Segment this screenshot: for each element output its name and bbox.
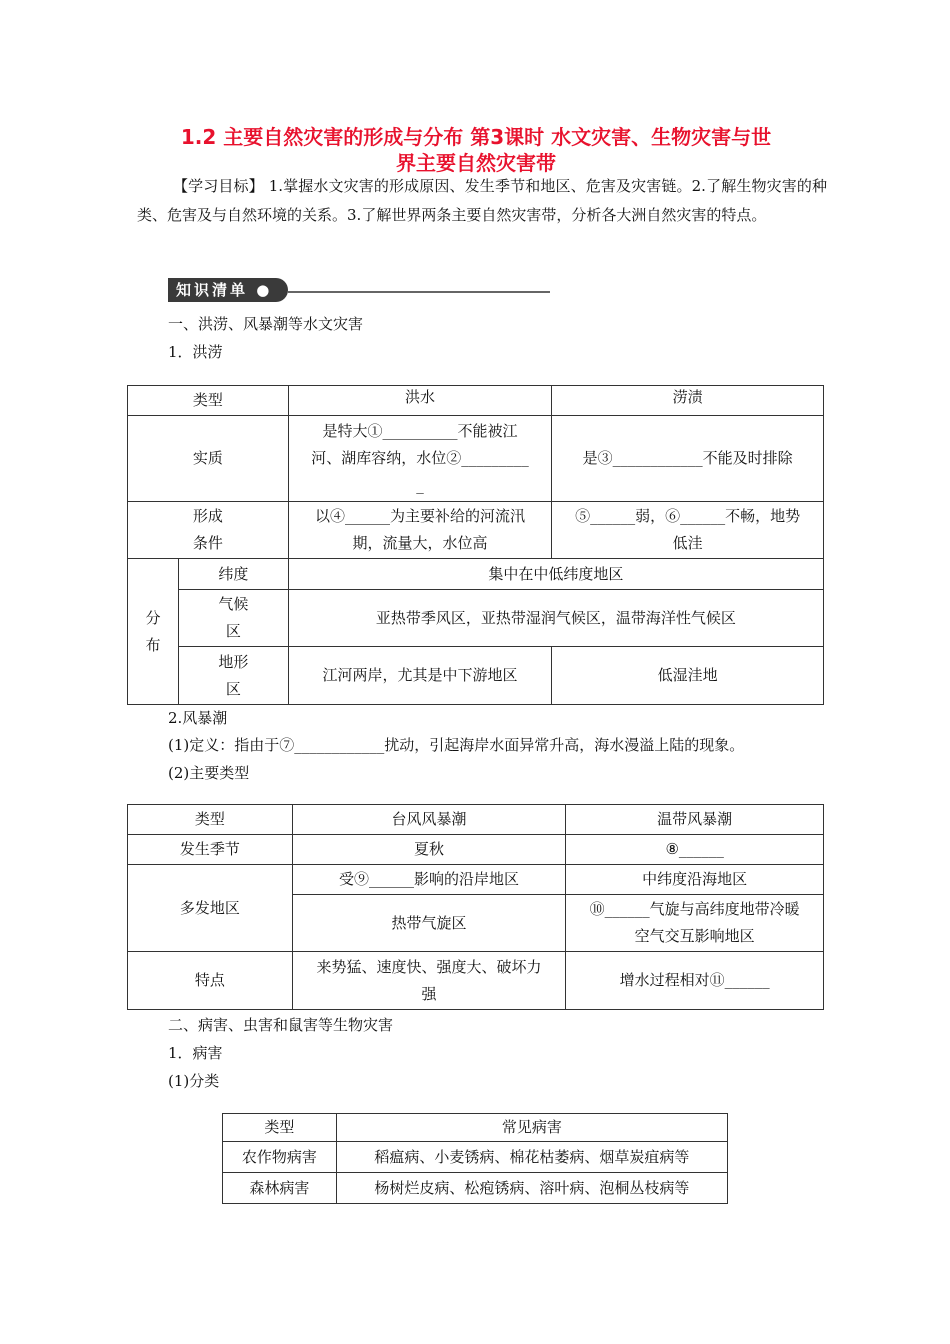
section-heading-biological: 二、病害、虫害和鼠害等生物灾害 bbox=[168, 1016, 394, 1034]
table-header-cell: 类型 bbox=[223, 1114, 337, 1142]
table-header-cell: 涝渍 bbox=[552, 386, 824, 416]
subsection-disease: 1．病害 bbox=[168, 1044, 223, 1062]
table-row bbox=[223, 1114, 728, 1142]
section-heading-hydrology: 一、洪涝、风暴潮等水文灾害 bbox=[168, 315, 364, 333]
cell-line: 空气交互影响地区 bbox=[634, 927, 755, 945]
learning-goals-label: 【学习目标】 bbox=[173, 177, 264, 195]
table-cell: 纬度 bbox=[178, 559, 288, 590]
storm-surge-table bbox=[127, 804, 824, 1010]
cell-line: 期，流量大，水位高 bbox=[352, 534, 488, 552]
storm-surge-definition: (1)定义：指由于⑦____________扰动，引起海岸水面异常升高，海水漫溢上陆的现象。 bbox=[168, 736, 745, 754]
table-cell: 中纬度沿海地区 bbox=[566, 865, 824, 895]
table-row bbox=[128, 559, 824, 590]
page-title: 1.2 主要自然灾害的形成与分布 第3课时 水文灾害、生物灾害与世 bbox=[180, 125, 772, 149]
table-cell bbox=[128, 559, 179, 705]
table-header-cell: 类型 bbox=[128, 805, 293, 835]
table-cell bbox=[288, 416, 552, 502]
table-row bbox=[128, 502, 824, 559]
table-row bbox=[128, 416, 824, 502]
subsection-flood: 1．洪涝 bbox=[168, 343, 223, 361]
learning-goals-text: 1.掌握水文灾害的形成原因、发生季节和地区、危害及灾害链。2.了解生物灾害的种类、危害及与自然环境的关系。3.了解世界两条主要自然灾害带，分析各大洲自然灾害的特点。 bbox=[137, 177, 827, 224]
cell-line: 以④______为主要补给的河流汛 bbox=[315, 507, 526, 525]
knowledge-banner-label: 知识清单 ● bbox=[168, 278, 288, 302]
disease-classification-heading: (1)分类 bbox=[168, 1072, 220, 1090]
cell-line: 区 bbox=[225, 622, 241, 640]
cell-line: 形成 bbox=[192, 507, 223, 525]
cell-line: 强 bbox=[421, 984, 437, 1003]
table-header-cell: 常见病害 bbox=[336, 1114, 727, 1142]
table-cell: 实质 bbox=[128, 416, 289, 502]
cell-line: 来势猛、速度快、强度大、破坏力 bbox=[316, 957, 542, 976]
table-row bbox=[223, 1142, 728, 1173]
table-cell: 多发地区 bbox=[128, 865, 293, 952]
table-cell: 夏秋 bbox=[292, 835, 566, 865]
table-cell: 集中在中低纬度地区 bbox=[288, 559, 823, 590]
cell-line: 河、湖库容纳，水位②_________ bbox=[311, 449, 529, 467]
table-cell: 热带气旋区 bbox=[292, 895, 566, 952]
table-row bbox=[128, 590, 824, 647]
table-cell bbox=[292, 952, 566, 1010]
subsection-storm-surge: 2.风暴潮 bbox=[168, 709, 228, 727]
table-cell: 是③____________不能及时排除 bbox=[552, 416, 824, 502]
learning-goals bbox=[137, 172, 827, 230]
table-row bbox=[128, 865, 824, 895]
cell-line: 布 bbox=[145, 635, 161, 654]
cell-line: 低洼 bbox=[672, 534, 703, 552]
cell-line: 条件 bbox=[192, 534, 223, 552]
table-cell: 受⑨______影响的沿岸地区 bbox=[292, 865, 566, 895]
table-cell bbox=[178, 647, 288, 705]
flood-table bbox=[127, 385, 824, 705]
table-cell: 发生季节 bbox=[128, 835, 293, 865]
disease-table bbox=[222, 1113, 728, 1204]
cell-line: 区 bbox=[225, 679, 241, 698]
table-cell: 特点 bbox=[128, 952, 293, 1010]
cell-line: _ bbox=[416, 476, 424, 494]
table-cell: 稻瘟病、小麦锈病、棉花枯萎病、烟草炭疽病等 bbox=[336, 1142, 727, 1173]
page-title-continued: 界主要自然灾害带 bbox=[396, 151, 556, 175]
table-row bbox=[223, 1173, 728, 1204]
table-header-cell: 台风风暴潮 bbox=[292, 805, 566, 835]
table-cell: ⑧______ bbox=[566, 835, 824, 865]
table-cell bbox=[178, 590, 288, 647]
table-header-cell: 类型 bbox=[128, 386, 289, 416]
table-cell: 农作物病害 bbox=[223, 1142, 337, 1173]
table-row bbox=[128, 805, 824, 835]
table-header-cell: 洪水 bbox=[288, 386, 552, 416]
table-row bbox=[128, 386, 824, 416]
cell-line: 分 bbox=[145, 608, 161, 627]
table-cell: 杨树烂皮病、松疱锈病、溶叶病、泡桐丛枝病等 bbox=[336, 1173, 727, 1204]
cell-line: ⑤______弱，⑥______不畅，地势 bbox=[575, 507, 801, 525]
cell-line: 气候 bbox=[218, 595, 249, 613]
table-cell: 江河两岸，尤其是中下游地区 bbox=[288, 647, 552, 705]
table-cell: 低湿洼地 bbox=[552, 647, 824, 705]
cell-line: ⑩______气旋与高纬度地带冷暖 bbox=[589, 900, 800, 918]
table-cell bbox=[566, 895, 824, 952]
table-cell: 亚热带季风区，亚热带湿润气候区，温带海洋性气候区 bbox=[288, 590, 823, 647]
cell-line: 地形 bbox=[218, 652, 249, 671]
table-row bbox=[128, 952, 824, 1010]
table-row bbox=[128, 647, 824, 705]
storm-surge-types-heading: (2)主要类型 bbox=[168, 764, 250, 782]
table-cell: 森林病害 bbox=[223, 1173, 337, 1204]
table-cell: 增水过程相对⑪______ bbox=[566, 952, 824, 1010]
table-cell bbox=[128, 502, 289, 559]
banner-divider bbox=[288, 291, 550, 293]
table-header-cell: 温带风暴潮 bbox=[566, 805, 824, 835]
cell-line: 是特大①__________不能被江 bbox=[322, 422, 518, 440]
table-cell bbox=[552, 502, 824, 559]
table-row bbox=[128, 835, 824, 865]
table-cell bbox=[288, 502, 552, 559]
